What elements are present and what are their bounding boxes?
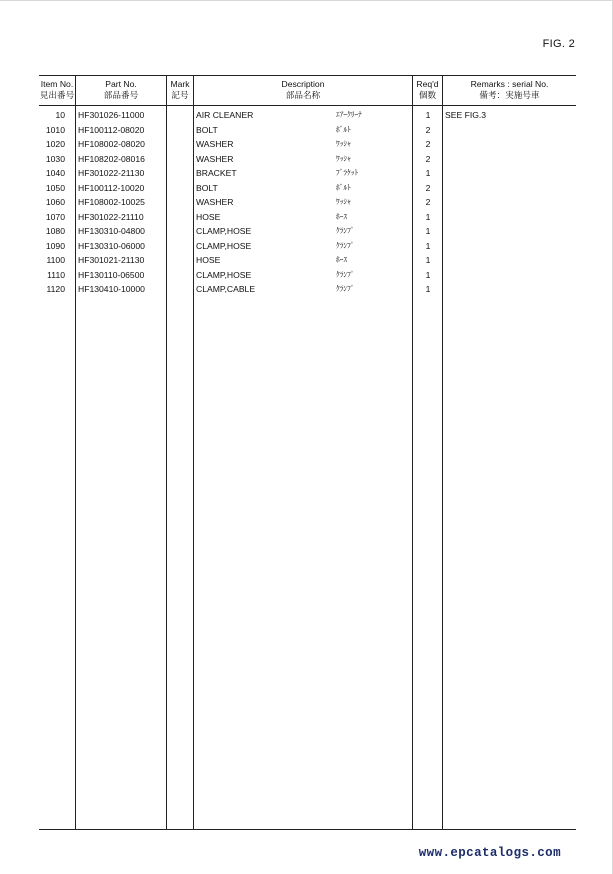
part-no-cell: HF108202-08016 [78,153,145,164]
part-no-cell: HF301022-21130 [78,168,145,178]
item-no-cell: 1100 [46,255,65,265]
table-row [39,108,576,122]
reqd-cell: 2 [425,124,431,135]
figure-label: FIG. 2 [542,38,575,50]
item-no-cell: 10 [55,110,65,120]
reqd-cell: 2 [425,197,431,207]
remarks-cell: SEE FIG.3 [445,110,487,120]
table-bottom-rule [39,829,576,830]
description-jp-cell: ﾎｰｽ [336,255,348,264]
part-no-cell: HF130110-06500 [78,269,145,280]
item-no-cell: 1070 [45,211,65,222]
table-row [39,253,576,267]
table-row [39,166,576,180]
table-row [39,137,576,151]
reqd-cell: 1 [425,269,431,280]
description-jp-cell: ｴｱｰｸﾘｰﾅ [336,110,362,119]
description-cell: HOSE [196,211,221,222]
table-top-rule [39,75,576,76]
item-no-cell: 1090 [45,240,65,251]
description-cell: CLAMP,CABLE [196,284,256,294]
table-row [39,210,576,224]
table-row [39,195,576,209]
part-no-cell: HF130410-10000 [78,284,145,294]
reqd-cell: 2 [425,153,431,164]
header-item-no-en: Item No. [40,79,74,89]
reqd-cell: 1 [425,110,431,120]
header-mark-en: Mark [170,79,190,89]
item-no-cell: 1050 [45,182,65,193]
description-cell: CLAMP,HOSE [196,226,252,236]
description-cell: WASHER [196,139,234,149]
part-no-cell: HF108002-08020 [78,139,145,149]
description-jp-cell: ﾌﾞﾗｹｯﾄ [336,168,359,177]
description-cell: AIR CLEANER [196,110,254,120]
description-cell: CLAMP,HOSE [196,269,252,280]
description-cell: WASHER [196,153,234,164]
description-cell: WASHER [196,197,234,207]
table-row [39,268,576,282]
parts-list-table [39,75,576,830]
header-item-no [39,79,75,101]
part-no-cell: HF301026-11000 [78,110,145,120]
item-no-cell: 1010 [45,124,65,135]
reqd-cell: 1 [425,240,431,251]
description-jp-cell: ﾜｯｼｬ [336,153,351,163]
reqd-cell: 1 [425,255,431,265]
header-remarks [443,79,576,101]
part-no-cell: HF301021-21130 [78,255,145,265]
header-reqd [413,79,442,101]
description-cell: BOLT [196,182,218,193]
part-no-cell: HF130310-06000 [78,240,145,251]
description-jp-cell: ﾎｰｽ [336,211,348,221]
description-jp-cell: ﾜｯｼｬ [336,139,351,148]
header-remarks-en: Remarks : serial No. [470,79,549,89]
watermark: www.epcatalogs.com [418,846,561,860]
header-remarks-jp: 備考：実施号車 [479,90,540,100]
table-row [39,123,576,137]
item-no-cell: 1040 [45,168,65,178]
item-no-cell: 1030 [45,153,65,164]
part-no-cell: HF130310-04800 [78,226,145,236]
item-no-cell: 1080 [45,226,65,236]
description-cell: CLAMP,HOSE [196,240,252,251]
table-row [39,239,576,253]
description-jp-cell: ｸﾗﾝﾌﾟ [336,240,355,250]
item-no-cell: 1060 [45,197,65,207]
table-row [39,181,576,195]
header-bottom-rule [39,105,576,106]
table-row [39,152,576,166]
table-row [39,224,576,238]
part-no-cell: HF108002-10025 [78,197,145,207]
item-no-cell: 1020 [45,139,65,149]
description-jp-cell: ｸﾗﾝﾌﾟ [336,269,355,279]
reqd-cell: 2 [425,182,431,193]
description-jp-cell: ｸﾗﾝﾌﾟ [336,284,355,293]
header-mark-jp: 記号 [171,90,189,100]
description-jp-cell: ｸﾗﾝﾌﾟ [336,226,355,235]
header-part-no [76,79,166,101]
table-row [39,282,576,296]
description-jp-cell: ﾎﾞﾙﾄ [336,182,351,192]
header-description [194,79,412,101]
part-no-cell: HF100112-08020 [78,124,145,135]
part-no-cell: HF100112-10020 [78,182,145,193]
item-no-cell: 1120 [46,284,65,294]
header-reqd-en: Req'd [416,79,439,89]
header-reqd-jp: 個数 [418,90,437,100]
item-no-cell: 1110 [47,269,65,280]
reqd-cell: 2 [425,139,431,149]
header-description-jp: 部品名称 [285,90,321,100]
header-mark [167,79,193,101]
header-item-no-jp: 見出番号 [39,90,75,100]
page-top-edge [0,0,613,1]
header-part-no-en: Part No. [105,79,137,89]
header-description-en: Description [281,79,325,89]
part-no-cell: HF301022-21110 [78,211,144,222]
description-jp-cell: ﾜｯｼｬ [336,197,351,206]
reqd-cell: 1 [425,168,431,178]
description-cell: BOLT [196,124,218,135]
description-cell: BRACKET [196,168,237,178]
description-jp-cell: ﾎﾞﾙﾄ [336,124,351,134]
reqd-cell: 1 [425,284,431,294]
reqd-cell: 1 [425,226,431,236]
description-cell: HOSE [196,255,221,265]
reqd-cell: 1 [425,211,431,222]
header-part-no-jp: 部品番号 [103,90,139,100]
